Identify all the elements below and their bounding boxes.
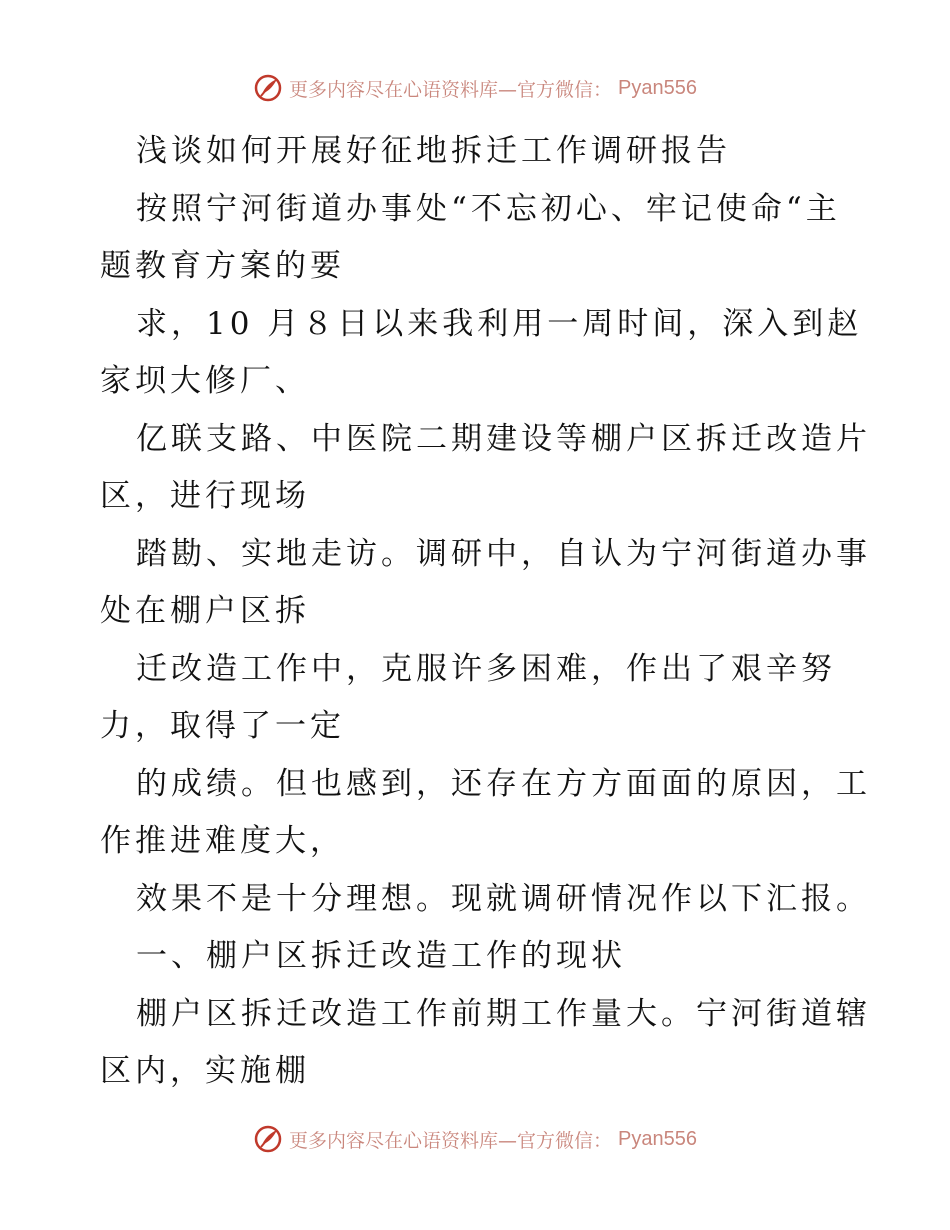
- doc-line: 区内，实施棚: [100, 1053, 310, 1089]
- doc-line: 题教育方案的要: [100, 248, 345, 284]
- doc-line: 迁改造工作中，克服许多困难，作出了艰辛努: [136, 650, 836, 687]
- doc-line: 效果不是十分理想。现就调研情况作以下汇报。: [136, 880, 871, 917]
- section-heading: 一、棚户区拆迁改造工作的现状: [136, 938, 626, 974]
- doc-line: 作推进难度大，: [100, 823, 345, 859]
- doc-line: 家坝大修厂、: [100, 363, 310, 399]
- doc-line: 踏勘、实地走访。调研中，自认为宁河街道办事: [136, 535, 871, 572]
- doc-line: 处在棚户区拆: [100, 593, 310, 629]
- doc-line: 求，10 月８日以来我利用一周时间，深入到赵: [136, 305, 863, 342]
- doc-title: 浅谈如何开展好征地拆迁工作调研报告: [136, 133, 731, 169]
- doc-line: 亿联支路、中医院二期建设等棚户区拆迁改造片: [136, 420, 871, 457]
- doc-line: 棚户区拆迁改造工作前期工作量大。宁河街道辖: [136, 995, 871, 1032]
- feather-logo-icon: [253, 73, 283, 103]
- doc-line: 力，取得了一定: [100, 708, 345, 744]
- watermark-handle: Pyan556: [618, 1127, 697, 1150]
- header-watermark: [0, 73, 950, 103]
- doc-line: 按照宁河街道办事处“不忘初心、牢记使命“主: [136, 190, 841, 227]
- doc-line: 的成绩。但也感到，还存在方方面面的原因，工: [136, 765, 871, 802]
- feather-logo-icon: [253, 1124, 283, 1154]
- watermark-text: 更多内容尽在心语资料库—官方微信：: [289, 1129, 613, 1152]
- watermark-text: 更多内容尽在心语资料库—官方微信：: [289, 78, 613, 101]
- doc-line: 区，进行现场: [100, 478, 310, 514]
- watermark-handle: Pyan556: [618, 76, 697, 99]
- document-body: [100, 123, 871, 1101]
- footer-watermark: [0, 1124, 950, 1154]
